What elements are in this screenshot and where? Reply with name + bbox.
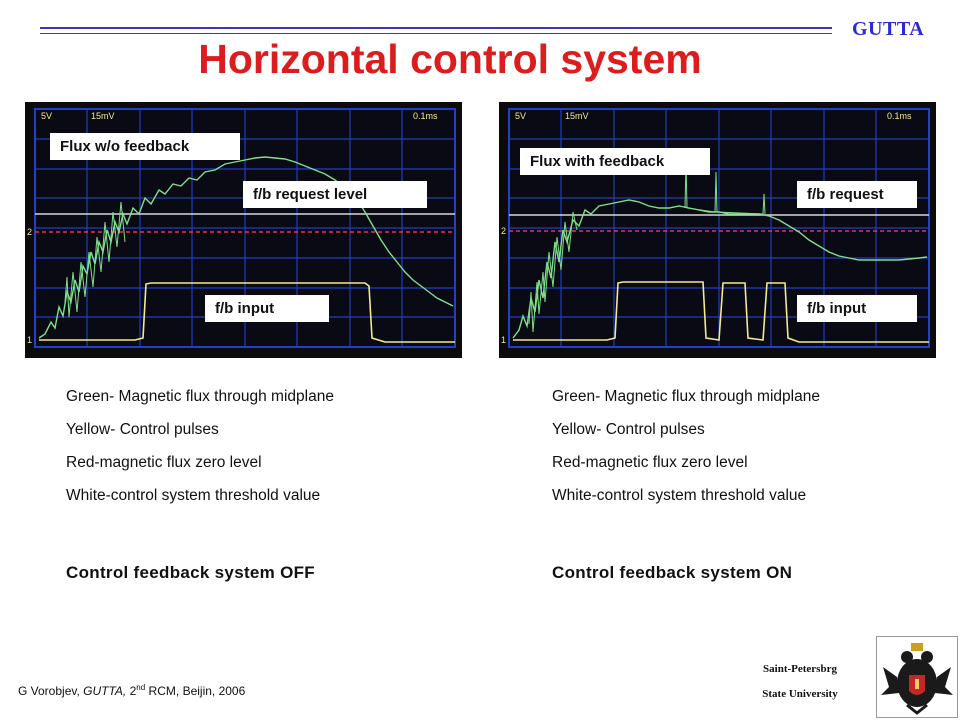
left-label-flux: Flux w/o feedback xyxy=(50,133,240,160)
footer-rcm-sup: nd xyxy=(136,683,146,692)
legend-item: Red-magnetic flux zero level xyxy=(66,454,262,471)
university-line-2: State University xyxy=(762,688,838,700)
right-label-request: f/b request xyxy=(797,181,917,208)
legend-item: Yellow- Control pulses xyxy=(66,421,219,438)
footer-citation xyxy=(18,683,245,698)
right-marker-2: 2 xyxy=(501,226,507,236)
right-readout-ch2: 15mV xyxy=(565,111,589,121)
header-rule-top xyxy=(40,27,832,29)
right-label-flux: Flux with feedback xyxy=(520,148,710,175)
legend-item: White-control system threshold value xyxy=(66,487,321,504)
left-readout-ch1: 5V xyxy=(41,111,53,121)
left-readout-time: 0.1ms xyxy=(413,111,438,121)
legend-item: White-control system threshold value xyxy=(552,487,807,504)
right-marker-1: 1 xyxy=(501,335,507,345)
footer-author: G Vorobjev, xyxy=(18,684,80,698)
right-label-input: f/b input xyxy=(797,295,917,322)
brand-name: GUTTA xyxy=(852,18,925,40)
right-legend xyxy=(552,387,820,519)
legend-item: Green- Magnetic flux through midplane xyxy=(66,388,334,405)
legend-item: Red-magnetic flux zero level xyxy=(552,454,748,471)
status-off: Control feedback system OFF xyxy=(66,563,315,582)
left-readout-ch2: 15mV xyxy=(91,111,115,121)
legend-item: Yellow- Control pulses xyxy=(552,421,705,438)
legend-item: Green- Magnetic flux through midplane xyxy=(552,388,820,405)
header-rule-bottom xyxy=(40,33,832,34)
right-readout-ch1: 5V xyxy=(515,111,527,121)
slide-title: Horizontal control system xyxy=(198,36,702,82)
university-line-1: Saint-Petersbrg xyxy=(763,663,837,675)
left-label-request: f/b request level xyxy=(243,181,427,208)
left-marker-1: 1 xyxy=(27,335,33,345)
footer-rcm-text: RCM, xyxy=(148,684,180,698)
right-readout-time: 0.1ms xyxy=(887,111,912,121)
footer-rcm-num: 2 xyxy=(129,684,137,698)
footer-place: Beijin, 2006 xyxy=(182,684,246,698)
university-crest-icon xyxy=(876,636,958,718)
status-on: Control feedback system ON xyxy=(552,563,793,582)
left-legend xyxy=(66,387,334,519)
left-label-input: f/b input xyxy=(205,295,329,322)
footer-project: GUTTA, xyxy=(83,684,127,698)
left-marker-2: 2 xyxy=(27,227,33,237)
